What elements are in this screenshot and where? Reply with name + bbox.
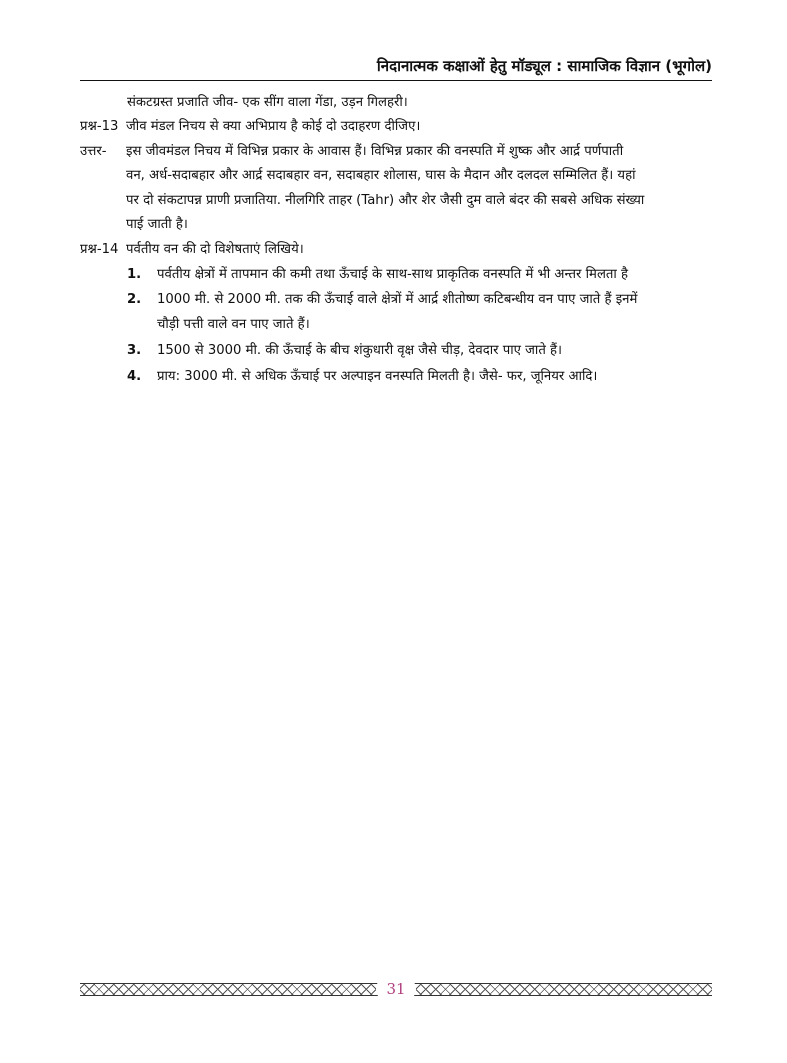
point-number: 3. — [127, 343, 142, 358]
question-13-label: प्रश्न-13 — [80, 119, 119, 134]
point-text: प्राय: 3000 मी. से अधिक ऊँचाई पर अल्पाइन वनस्पति मिलती है। जैसे- फर, जूनियर आदि। — [157, 369, 598, 384]
question-14-text: पर्वतीय वन की दो विशेषताएं लिखिये। — [126, 242, 304, 257]
point-number: 1. — [127, 267, 142, 282]
point-text: चौड़ी पत्ती वाले वन पाए जाते हैं। — [157, 317, 310, 332]
answer-13-line: वन, अर्ध-सदाबहार और आर्द्र सदाबहार वन, सदाबहार शोलास, घास के मैदान और दलदल सम्मिलित हैं। यहां — [126, 168, 636, 183]
point-number: 4. — [127, 369, 142, 384]
header-title: निदानात्मक कक्षाओं हेतु मॉड्यूल : सामाजिक विज्ञान (भूगोल) — [376, 57, 712, 75]
answer-13-line: पाई जाती है। — [126, 217, 188, 232]
answer-13-label: उत्तर- — [80, 144, 107, 159]
header-rule — [80, 80, 712, 81]
point-number: 2. — [127, 292, 142, 307]
point-text: 1500 से 3000 मी. की ऊँचाई के बीच शंकुधारी वृक्ष जैसे चीड़, देवदार पाए जाते हैं। — [157, 343, 563, 358]
page-number: 31 — [376, 976, 416, 1002]
point-text: पर्वतीय क्षेत्रों में तापमान की कमी तथा ऊँचाई के साथ-साथ प्राकृतिक वनस्पति में भी अन्तर मिलता है — [157, 267, 629, 282]
answer-13-line: इस जीवमंडल निचय में विभिन्न प्रकार के आवास हैं। विभिन्न प्रकार की वनस्पति में शुष्क और आर्द्र पर्णपाती — [126, 144, 624, 159]
continuation-line: संकटग्रस्त प्रजाति जीव- एक सींग वाला गेंडा, उड़न गिलहरी। — [127, 95, 408, 110]
point-text: 1000 मी. से 2000 मी. तक की ऊँचाई वाले क्षेत्रों में आर्द्र शीतोष्ण कटिबन्धीय वन पाए जाते हैं इनमें — [157, 292, 638, 307]
answer-13-line: पर दो संकटापन्न प्राणी प्रजातिया. नीलगिरि ताहर (Tahr) और शेर जैसी दुम वाले बंदर की सबसे अधिक संख्या — [126, 193, 645, 208]
question-14-label: प्रश्न-14 — [80, 242, 119, 257]
question-13-text: जीव मंडल निचय से क्या अभिप्राय है कोई दो उदाहरण दीजिए। — [126, 119, 421, 134]
